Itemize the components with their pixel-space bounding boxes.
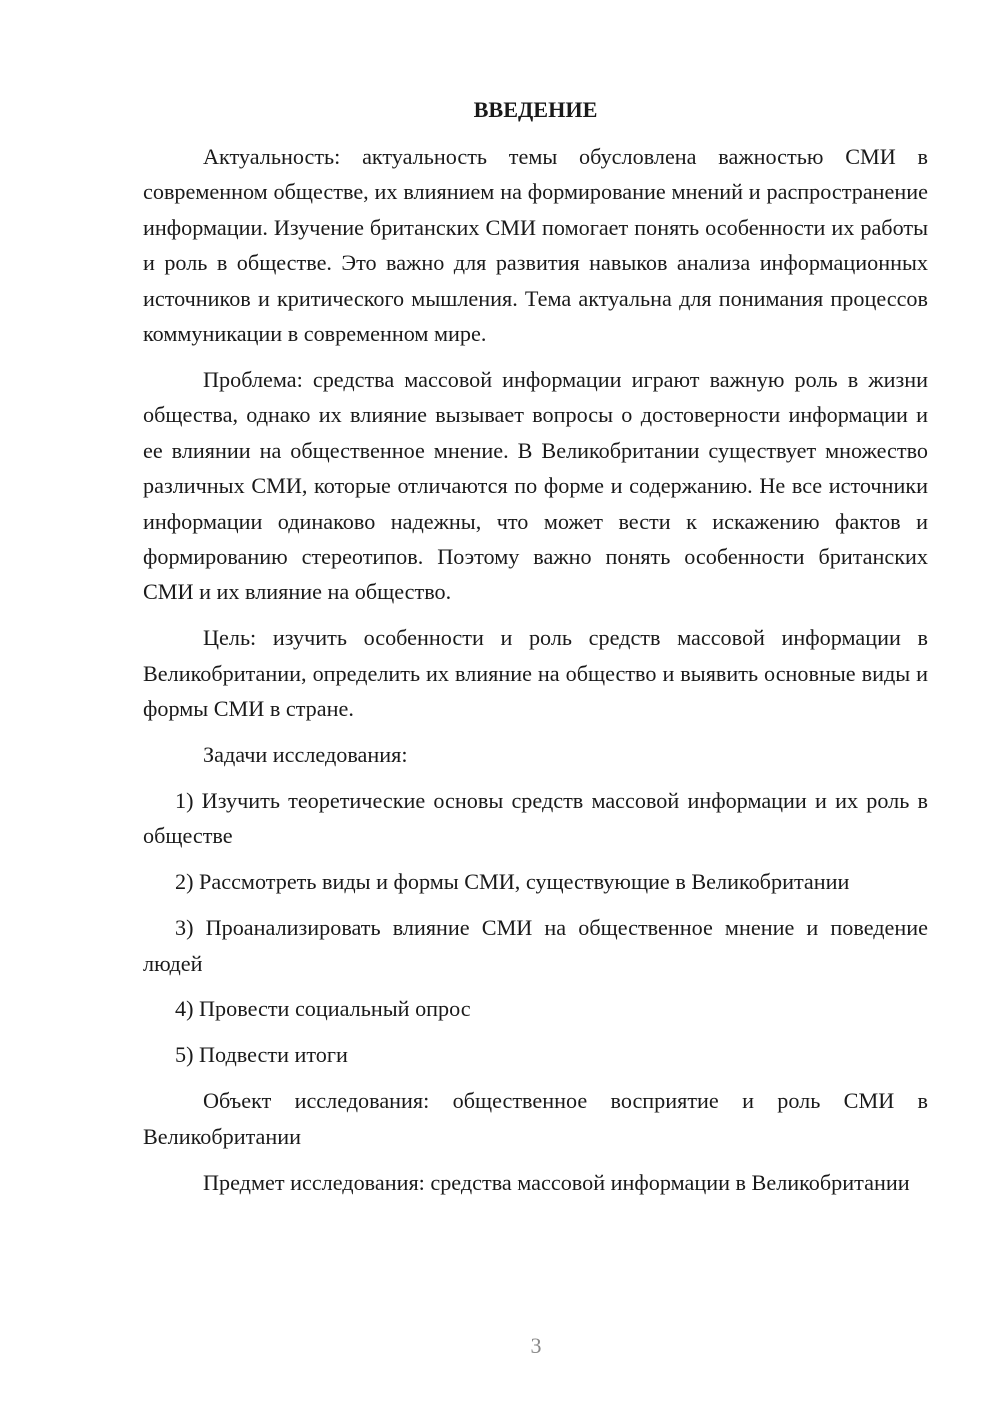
task-item-4: 4) Провести социальный опрос xyxy=(175,996,471,1022)
task-item-2: 2) Рассмотреть виды и формы СМИ, существующие в Великобритании xyxy=(175,869,850,895)
page-title: ВВЕДЕНИЕ xyxy=(473,97,598,122)
relevance-paragraph: Актуальность: актуальность темы обусловлена важностью СМИ в современном обществе, их влиянием на формирование мнений и распространение информации. Изучение британских СМИ помогает понять особенности их работы и роль в обществе. Это важно для развития навыков анализа информационных источников и критического мышления. Тема актуальна для понимания процессов коммуникации в современном мире. xyxy=(143,144,928,347)
research-object-paragraph: Объект исследования: общественное восприятие и роль СМИ в Великобритании xyxy=(143,1088,928,1149)
problem-paragraph: Проблема: средства массовой информации играют важную роль в жизни общества, однако их влияние вызывает вопросы о достоверности информации и ее влиянии на общественное мнение. В Великобритании существует множество различных СМИ, которые отличаются по форме и содержанию. Не все источники информации одинаково надежны, что может вести к искажению фактов и формированию стереотипов. Поэтому важно понять особенности британских СМИ и их влияние на общество. xyxy=(143,366,928,605)
task-item-3: 3) Проанализировать влияние СМИ на общественное мнение и поведение людей xyxy=(143,915,928,976)
goal-paragraph: Цель: изучить особенности и роль средств массовой информации в Великобритании, определить их влияние на общество и выявить основные виды и формы СМИ в стране. xyxy=(143,625,928,722)
tasks-title: Задачи исследования: xyxy=(203,742,408,767)
task-item-5: 5) Подвести итоги xyxy=(175,1042,348,1068)
document-page xyxy=(143,92,928,1210)
research-subject-paragraph: Предмет исследования: средства массовой информации в Великобритании xyxy=(203,1169,910,1195)
task-item-1: 1) Изучить теоретические основы средств массовой информации и их роль в обществе xyxy=(143,787,928,849)
page-number: 3 xyxy=(530,1333,542,1358)
